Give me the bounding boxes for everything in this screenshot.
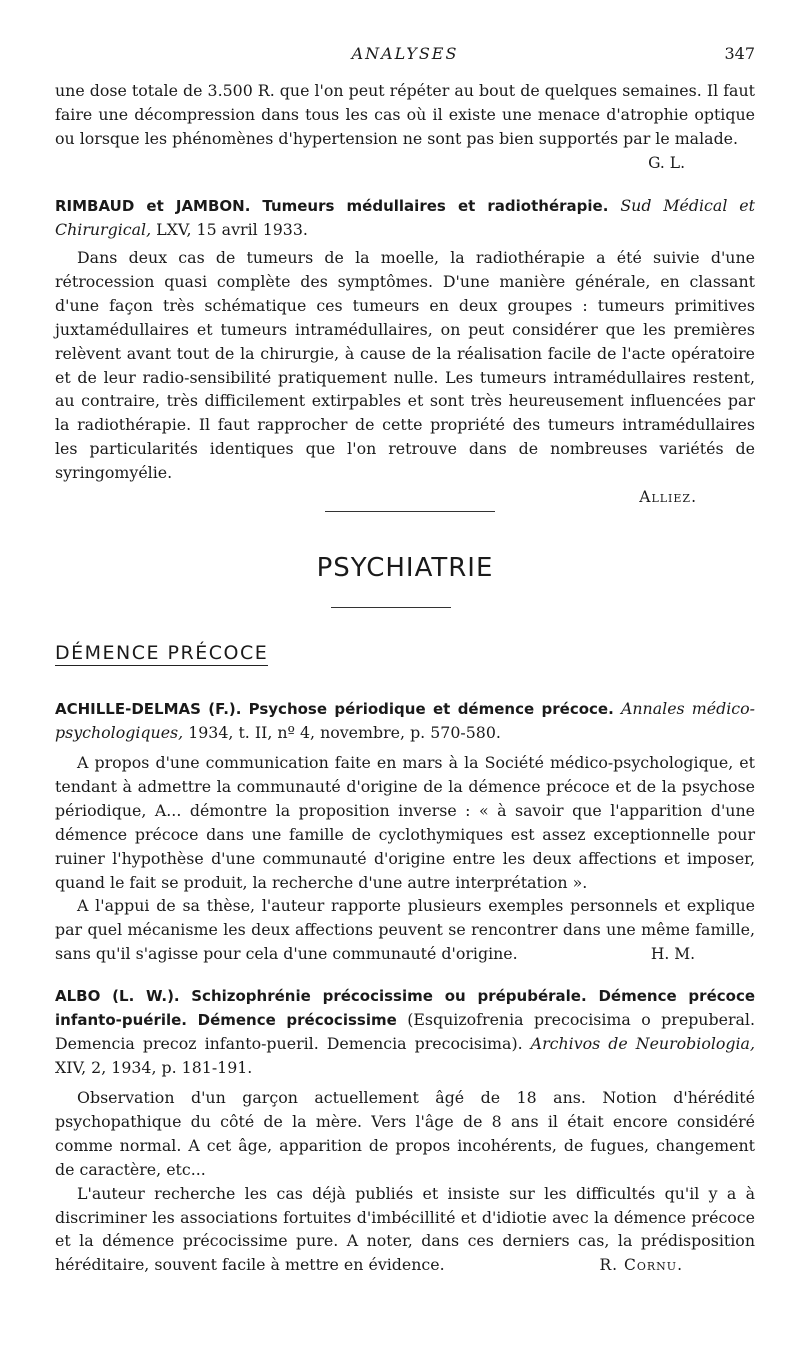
subsection-title: DÉMENCE PRÉCOCE: [55, 642, 269, 664]
running-head: [55, 44, 755, 66]
abstract-paragraph: A l'appui de sa thèse, l'auteur rapporte plusieurs exemples personnels et explique par quel mécanisme les deux affections peuvent se rencontrer dans une même famille, sans qu'il s'agisse pour cela d'une communauté d'origine.: [55, 896, 755, 964]
reference-authors: ALBO (L. W.).: [55, 987, 180, 1005]
abstract-paragraph: L'auteur recherche les cas déjà publiés et insiste sur les difficultés qu'il y a à discriminer les associations fortuites d'imbécillité et d'idiotie avec la démence précoce et la démence précocissime pure. A noter, dans ces derniers cas, la prédisposition héréditaire, souvent facile à mettre en évidence.: [55, 1183, 755, 1275]
reference-title: Psychose périodique et démence précoce.: [248, 700, 614, 718]
page-number: 347: [724, 44, 755, 63]
abstract-paragraph: Observation d'un garçon actuellement âgé de 18 ans. Notion d'hérédité psychopathique du côté de la mère. Vers l'âge de 8 ans il était encore considéré comme normal. A cet âge, apparition de propos incohérents, de fugues, changement de caractère, etc...: [55, 1088, 755, 1179]
reference-authors: RIMBAUD et JAMBON.: [55, 197, 251, 215]
abstract-signature: Alliez.: [639, 488, 697, 507]
carryover-abstract: [55, 79, 755, 175]
abstract-signature: H. M.: [650, 945, 695, 964]
abstract-body: Dans deux cas de tumeurs de la moelle, la radiothérapie a été suivie d'une rétrocession quasi complète des symptômes. D'une manière générale, en classant d'une façon très schématique ces tumeurs en deux groupes : tumeurs primitives juxtamédullaires et tumeurs intramédullaires, on peut considérer que les premières relèvent avant tout de la chirurgie, à cause de la réalisation facile de l'acte opératoire et de leur radio-sensibilité pratiquement nulle. Les tumeurs intramédullaires restent, au contraire, très difficilement extirpables et sont très heureusement influencées par la radiothérapie. Il faut rapprocher de cette propriété des tumeurs intramédullaires les particularités identiques que l'on retrouve dans de nombreuses variétés de syringomyélie.: [55, 248, 755, 483]
reference: [55, 194, 755, 242]
reference-citation: XIV, 2, 1934, p. 181-191.: [55, 1058, 253, 1077]
reference: [55, 984, 755, 1080]
reference-journal: Sud Médical et Chirurgical,: [55, 196, 755, 239]
reference-citation: 1934, t. II, nº 4, novembre, p. 570-580.: [188, 723, 501, 742]
subsection-heading: [55, 642, 755, 666]
reference: [55, 697, 755, 745]
reference-journal: Annales médico-psychologiques,: [55, 699, 755, 742]
abstract-signature: R. Cornu.: [599, 1256, 683, 1275]
carryover-text: une dose totale de 3.500 R. que l'on peut répéter au bout de quelques semaines. Il faut faire une décompression dans tous les cas où il existe une menace d'atrophie optique ou lorsque les phénomènes d'hypertension ne sont pas bien supportés par le malade.: [55, 81, 755, 148]
section-heading: [55, 553, 755, 583]
carryover-signature: G. L.: [648, 153, 685, 172]
reference-title: Schizophrénie précocissime ou prépubérale. Démence précoce infanto-puérile. Démence précocissime: [55, 987, 756, 1029]
abstract-rimbaud: [55, 194, 755, 509]
reference-journal: Archivos de Neurobiologia,: [530, 1034, 755, 1053]
abstract-albo: [55, 984, 755, 1277]
abstract-achille-delmas: [55, 697, 755, 966]
section-title: PSYCHIATRIE: [316, 553, 494, 583]
reference-citation: LXV, 15 avril 1933.: [156, 220, 308, 239]
abstract-paragraph: A propos d'une communication faite en mars à la Société médico-psychologique, et tendant à admettre la communauté d'origine de la démence précoce et de la psychose périodique, A... démontre la proposition inverse : « à savoir que l'apparition d'une démence précoce dans une famille de cyclothymiques est assez exceptionnelle pour ruiner l'hypothèse d'une communauté d'origine entre les deux affections et imposer, quand le fait se produit, la recherche d'une autre interprétation ».: [55, 753, 755, 892]
reference-title: Tumeurs médullaires et radiothérapie.: [262, 197, 609, 215]
reference-original-title: (Esquizofrenia precocisima o prepuberal. Demencia precoz infanto-pueril. Demencia precocisima).: [55, 1010, 755, 1053]
section-rule: [331, 607, 451, 608]
running-head-title: ANALYSES: [351, 44, 459, 63]
reference-authors: ACHILLE-DELMAS (F.).: [55, 700, 242, 718]
separator-rule: [325, 511, 495, 512]
